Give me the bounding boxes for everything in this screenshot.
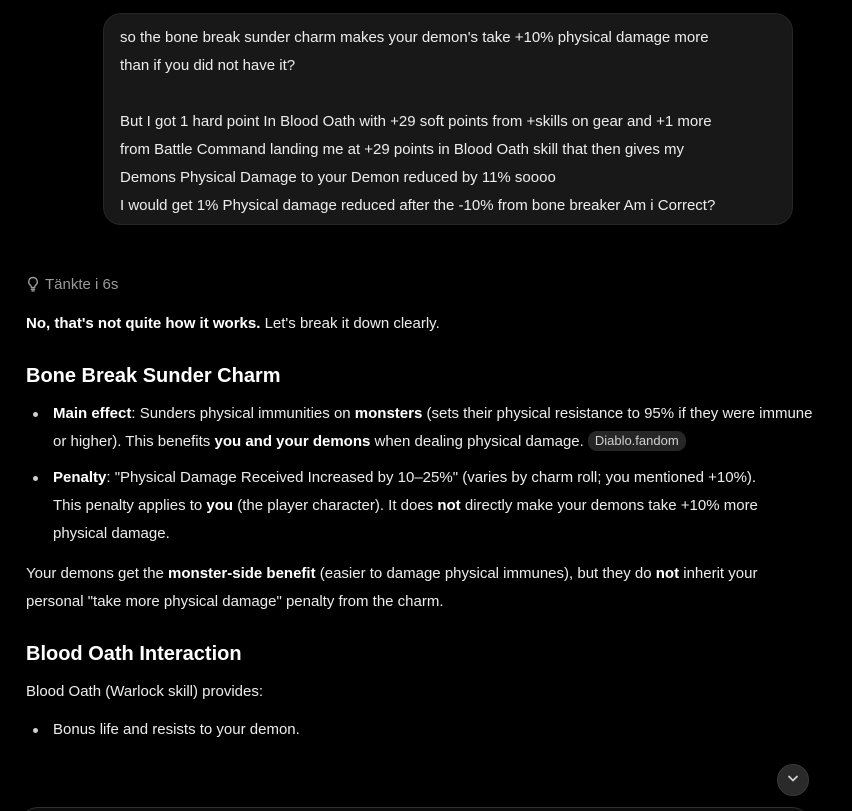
list-item [26,400,816,456]
user-message-line: from Battle Command landing me at +29 points in Blood Oath skill that then gives my [120,141,685,158]
lightbulb-icon [26,276,40,292]
source-citation-chip[interactable]: Diablo.fandom [588,431,686,451]
user-message-line [120,80,776,108]
section-heading-blood-oath: Blood Oath Interaction [26,643,242,665]
chevron-down-icon [786,771,800,790]
list-item [26,464,816,548]
summary-bold: not [655,565,680,582]
summary-bold: monster-side benefit [168,565,316,582]
user-message-line: Demons Physical Damage to your Demon reduced by 11% soooo [120,169,556,186]
bullet-bold: not [437,497,461,514]
summary-text: (easier to damage physical immunes), but they do [315,565,656,582]
bullet-bold: you and your demons [214,433,371,450]
bullet-text: (sets their physical resistance to 95% if they were immune or higher). This benefits [53,405,813,450]
composer-top-edge [20,807,810,811]
summary-text: Your demons get the [26,565,169,582]
user-message-line: so the bone break sunder charm makes your demon's take +10% physical damage more [120,29,709,46]
user-message-line: than if you did not have it? [120,57,296,74]
list-item: Bonus life and resists to your demon. [26,716,816,744]
bullet-text: when dealing physical damage. [370,433,584,450]
blood-oath-intro: Blood Oath (Warlock skill) provides: [26,683,264,700]
bullet-text: : "Physical Damage Received Increased by 10–25%" (varies by charm roll; you mentioned +10%). [106,469,757,486]
bullet-label: Penalty [53,469,107,486]
user-message-line: I would get 1% Physical damage reduced after the -10% from bone breaker Am i Correct? [120,197,716,214]
scroll-to-bottom-button[interactable] [777,764,809,796]
bullet-text: (the player character). It does [233,497,438,514]
user-message-line: But I got 1 hard point In Blood Oath with +29 soft points from +skills on gear and +1 more [120,113,712,130]
answer-intro [26,310,816,338]
bullet-text: directly make your demons take +10% more physical damage. [53,497,758,542]
bullet-bold: monsters [354,405,423,422]
answer-intro-bold: No, that's not quite how it works. [26,315,261,332]
summary-text: inherit your personal "take more physical damage" penalty from the charm. [26,565,758,610]
thinking-toggle[interactable] [26,273,118,295]
assistant-answer [26,310,816,744]
bone-break-bullet-list [26,400,816,548]
bullet-bold: you [206,497,234,514]
bullet-label: Main effect [53,405,132,422]
bullet-text: This penalty applies to [53,497,207,514]
answer-intro-text: Let's break it down clearly. [260,315,440,332]
bullet-text: : Sunders physical immunities on [131,405,355,422]
thinking-label: Tänkte i 6s [45,275,119,293]
user-message-bubble [103,13,793,225]
blood-oath-bullet-list [26,716,816,744]
section-summary [26,560,816,616]
section-heading-bone-break: Bone Break Sunder Charm [26,365,281,387]
